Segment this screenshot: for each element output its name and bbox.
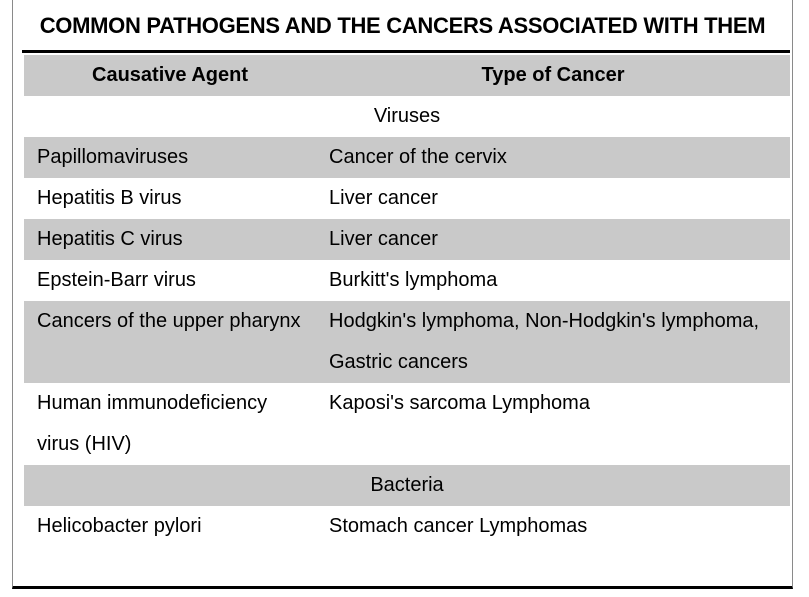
table-row	[24, 506, 790, 547]
section-label-bacteria: Bacteria	[370, 474, 444, 496]
cancer-cell: Hodgkin's lymphoma, Non-Hodgkin's lymphoma, Gastric cancers	[329, 310, 760, 373]
agent-cell: Hepatitis B virus	[37, 187, 182, 209]
section-row-bacteria	[24, 465, 790, 506]
agent-cell: Cancers of the upper pharynx	[37, 310, 301, 332]
table-row	[24, 219, 790, 260]
cancer-cell: Stomach cancer Lymphomas	[329, 515, 588, 537]
column-header-agent: Causative Agent	[92, 64, 248, 86]
table-row	[24, 301, 790, 383]
agent-cell: Helicobacter pylori	[37, 515, 202, 537]
table-title: COMMON PATHOGENS AND THE CANCERS ASSOCIATED WITH THEM	[39, 13, 766, 38]
column-header-cancer: Type of Cancer	[481, 64, 625, 86]
table-row	[24, 137, 790, 178]
title-divider	[22, 50, 790, 53]
agent-cell: Papillomaviruses	[37, 146, 189, 168]
pathogen-cancer-table	[24, 55, 790, 547]
section-label-viruses: Viruses	[373, 105, 441, 127]
table-row	[24, 383, 790, 465]
header-row	[24, 55, 790, 96]
agent-cell: Epstein-Barr virus	[37, 269, 196, 291]
cancer-cell: Liver cancer	[329, 187, 438, 209]
cancer-cell: Burkitt's lymphoma	[329, 269, 498, 291]
cancer-cell: Cancer of the cervix	[329, 146, 507, 168]
agent-cell: Human immunodeficiency virus (HIV)	[37, 392, 268, 455]
agent-cell: Hepatitis C virus	[37, 228, 183, 250]
cancer-cell: Liver cancer	[329, 228, 438, 250]
table-row	[24, 178, 790, 219]
table-row	[24, 260, 790, 301]
section-row-viruses	[24, 96, 790, 137]
cancer-cell: Kaposi's sarcoma Lymphoma	[329, 392, 590, 414]
